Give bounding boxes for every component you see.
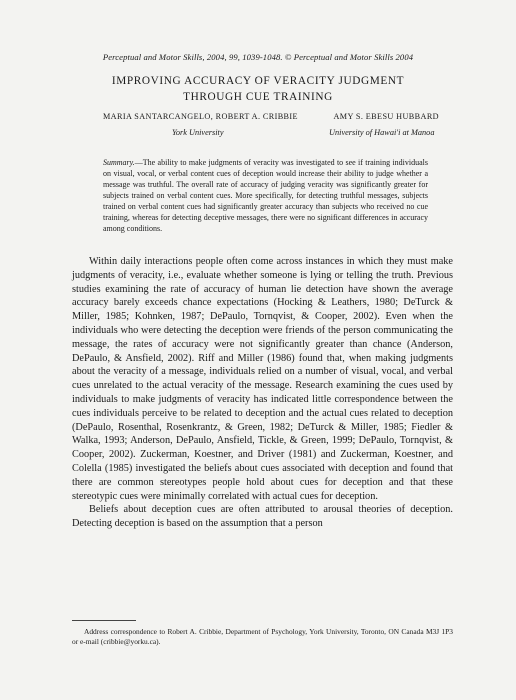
title-line-2: THROUGH CUE TRAINING	[183, 91, 333, 103]
authors-right: AMY S. EBESU HUBBARD	[333, 112, 439, 121]
body-text	[72, 255, 453, 531]
affiliation-right: University of Hawai'i at Manoa	[329, 128, 435, 137]
footnote-rule	[72, 620, 136, 621]
footnote: Address correspondence to Robert A. Cribbie, Department of Psychology, York University, Toronto, ON Canada M3J 1P3 or e-mail (cribbie@yorku.ca).	[72, 627, 453, 646]
title-line-1: IMPROVING ACCURACY OF VERACITY JUDGMENT	[111, 75, 405, 87]
running-head: Perceptual and Motor Skills, 2004, 99, 1039-1048. © Perceptual and Motor Skills 2004	[102, 52, 414, 62]
article-title	[0, 73, 516, 105]
body-paragraph-2: Beliefs about deception cues are often attributed to arousal theories of deception. Detecting deception is based on the assumption that a person	[72, 504, 453, 530]
abstract-text: —The ability to make judgments of veracity was investigated to see if training individuals on visual, vocal, or verbal content cues of deception would increase their ability to judge whether a message was truthful. The overall rate of accuracy of judging veracity was significantly greater for subjects trained on verbal content cues. More specifically, for detecting truthful messages, subjects trained on verbal content cues had significantly greater accuracy than subjects who received no cue training, whereas for detecting deceptive messages, there were no significant differences in accuracy among conditions.	[103, 158, 428, 233]
authors	[103, 112, 439, 121]
affiliation-left: York University	[172, 128, 224, 137]
abstract	[103, 157, 428, 234]
authors-left: MARIA SANTARCANGELO, ROBERT A. CRIBBIE	[103, 112, 298, 121]
body-paragraph-1: Within daily interactions people often come across instances in which they must make judgments of veracity, i.e., evaluate whether someone is lying or telling the truth. Previous studies examining the rate of accuracy of human lie detection have shown the average accuracy barely exceeds chance expectations (Hocking & Leathers, 1980; DeTurck & Miller, 1985; Kohnken, 1987; DePaulo, Tornqvist, & Cooper, 2002). Even when the individuals who were detecting the deception were friends of the person communicating the message, the rates of accuracy were not significantly greater than chance (Anderson, DePaulo, & Ansfield, 2002). Riff and Miller (1986) found that, when making judgments about the veracity of a message, individuals relied on a number of visual, vocal, and verbal cues unrelated to the actual veracity of the message. Research examining the cues used by individuals to make judgments of veracity has indicated little correspondence between the cues individuals perceive to be related to deception and the actual cues related to deception (DePaulo, Rosenthal, Rosenkrantz, & Green, 1982; DeTurck & Miller, 1985; Fiedler & Walka, 1993; Anderson, DePaulo, Ansfield, Tickle, & Green, 1999; DePaulo, Tornqvist, & Cooper, 2002). Zuckerman, Koestner, and Driver (1981) and Zuckerman, Koestner, and Colella (1985) investigated the beliefs about cues associated with deception and found that there are common stereotypes people hold about cues for deception and that these stereotypic cues were minimally correlated with actual cues for deception.	[72, 256, 453, 502]
abstract-label: Summary.	[103, 158, 135, 167]
